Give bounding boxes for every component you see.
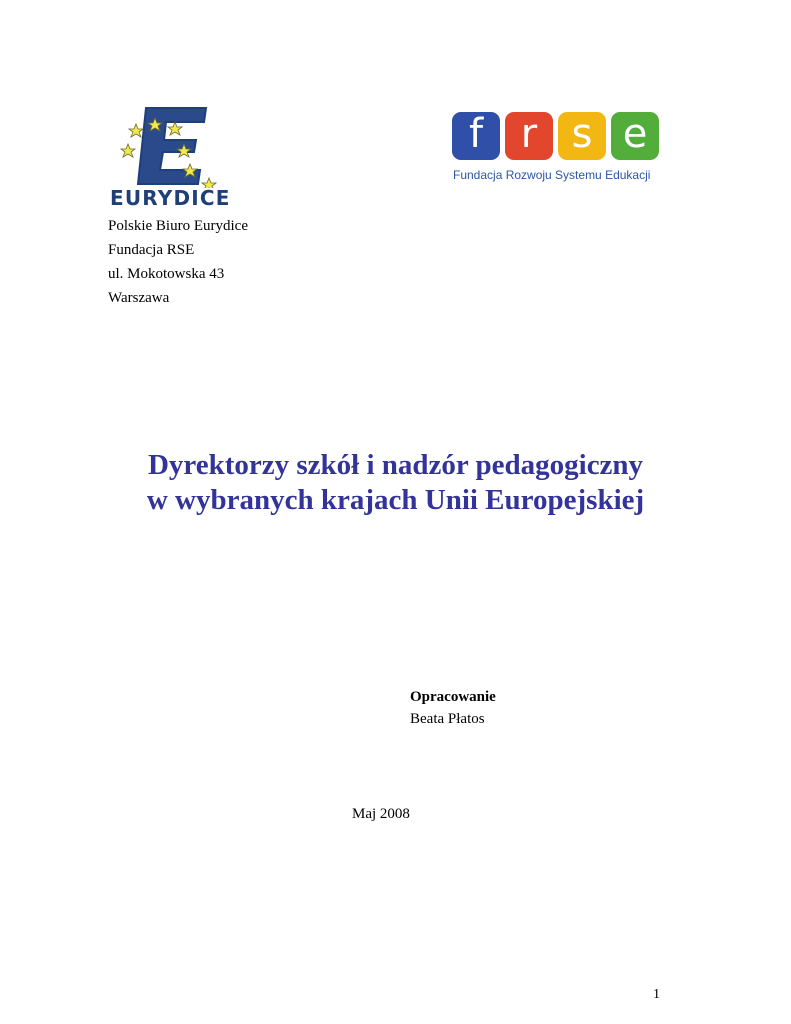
document-title: [0, 448, 791, 518]
author-block: [410, 686, 496, 730]
eurydice-wordmark: EURYDICE: [110, 186, 231, 210]
author-name: Beata Płatos: [410, 711, 485, 727]
address-block: [108, 214, 248, 310]
star-icon: [121, 144, 135, 157]
title-line: Dyrektorzy szkół i nadzór pedagogiczny: [147, 449, 644, 481]
address-line: Warszawa: [108, 290, 170, 306]
address-line: ul. Mokotowska 43: [108, 266, 225, 282]
page-number: 1: [653, 987, 660, 1002]
frse-logo: [452, 112, 667, 188]
eurydice-emblem-icon: [108, 104, 238, 188]
star-icon: [168, 122, 182, 135]
frse-letter-e: e: [611, 112, 659, 160]
address-line: Fundacja RSE: [108, 242, 195, 258]
star-icon: [129, 124, 143, 137]
title-line: w wybranych krajach Unii Europejskiej: [146, 484, 645, 516]
address-line: Polskie Biuro Eurydice: [108, 218, 248, 234]
frse-letter-s: s: [558, 112, 606, 160]
frse-tagline: Fundacja Rozwoju Systemu Edukacji: [453, 168, 651, 182]
author-heading: Opracowanie: [410, 689, 496, 705]
publication-date: Maj 2008: [352, 806, 410, 822]
frse-letter-f: f: [452, 112, 500, 160]
eurydice-logo: [108, 104, 238, 214]
frse-letter-r: r: [505, 112, 553, 160]
